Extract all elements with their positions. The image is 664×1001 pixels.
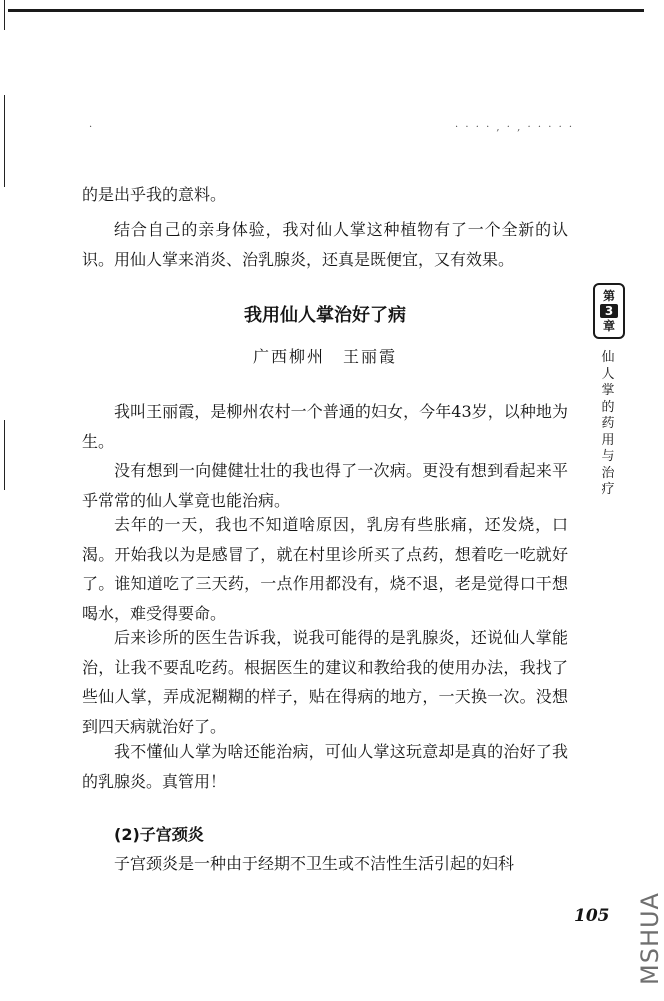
page-number: 105 xyxy=(574,906,610,926)
margin-mark xyxy=(4,420,5,490)
chapter-tab xyxy=(593,283,625,339)
article-paragraph: 我不懂仙人掌为啥还能治病，可仙人掌这玩意却是真的治好了我的乳腺炎。真管用！ xyxy=(82,742,568,791)
watermark: MSHUA xyxy=(636,892,664,985)
chapter-tab-number: 3 xyxy=(600,304,618,318)
article-title: 我用仙人掌治好了病 xyxy=(244,305,406,326)
article-paragraph: 去年的一天，我也不知道啥原因，乳房有些胀痛，还发烧，口渴。开始我以为是感冒了，就在村里诊所买了点药，想着吃一吃就好了。谁知道吃了三天药，一点作用都没有，烧不退，老是觉得口干想喝水，难受得要命。 xyxy=(82,515,568,623)
margin-mark xyxy=(4,95,5,187)
article-paragraph: 后来诊所的医生告诉我，说我可能得的是乳腺炎，还说仙人掌能治，让我不要乱吃药。根据医生的建议和教给我的使用办法，我找了些仙人掌，弄成泥糊糊的样子，贴在得病的地方，一天换一次。没想到四天病就治好了。 xyxy=(82,628,568,736)
chapter-tab-suffix: 章 xyxy=(602,319,615,333)
paragraph-continued: 的是出乎我的意料。 xyxy=(82,185,227,204)
header-dot: · xyxy=(89,122,93,133)
chapter-side-title: 仙人掌的药用与治疗 xyxy=(601,350,615,497)
article-paragraph: 我叫王丽霞，是柳州农村一个普通的妇女，今年43岁，以种地为生。 xyxy=(82,402,568,451)
section-heading: (2)子宫颈炎 xyxy=(114,825,204,844)
margin-mark xyxy=(4,0,5,30)
header-dots: · · · · , · , · · · · · xyxy=(455,122,575,133)
section-paragraph: 子宫颈炎是一种由于经期不卫生或不洁性生活引起的妇科 xyxy=(114,854,515,873)
chapter-tab-prefix: 第 xyxy=(602,289,615,303)
article-byline: 广西柳州 王丽霞 xyxy=(252,347,397,366)
paragraph-summary: 结合自己的亲身体验，我对仙人掌这种植物有了一个全新的认识。用仙人掌来消炎、治乳腺炎，还真是既便宜，又有效果。 xyxy=(82,220,568,269)
article-paragraph: 没有想到一向健健壮壮的我也得了一次病。更没有想到看起来平乎常常的仙人掌竟也能治病。 xyxy=(82,461,568,510)
top-rule xyxy=(8,9,644,12)
